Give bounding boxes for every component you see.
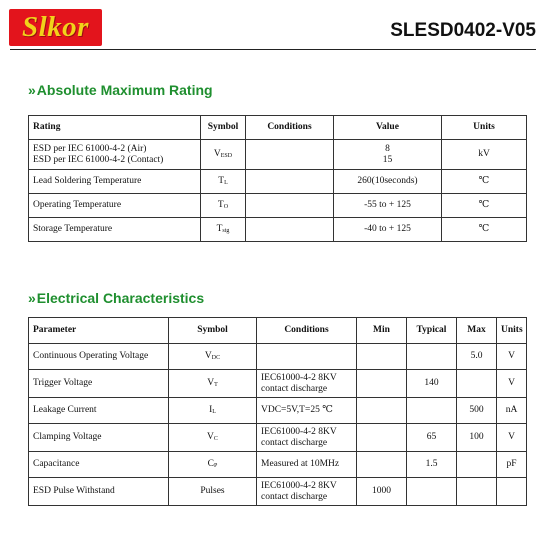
min-cell: 1000 bbox=[357, 478, 407, 506]
col-header-max: Max bbox=[457, 318, 497, 344]
col-header-conditions: Conditions bbox=[257, 318, 357, 344]
brand-logo-text: Slkor bbox=[22, 11, 89, 43]
typical-cell: 1.5 bbox=[407, 452, 457, 478]
units-cell: ℃ bbox=[442, 218, 527, 242]
symbol-text: V bbox=[213, 149, 221, 159]
symbol-subscript: L bbox=[224, 180, 228, 186]
symbol-text: Pulses bbox=[200, 486, 225, 496]
table-row bbox=[29, 452, 527, 478]
conditions-text: contact discharge bbox=[261, 383, 328, 394]
parameter-cell: ESD Pulse Withstand bbox=[29, 478, 169, 506]
parameter-cell: Continuous Operating Voltage bbox=[29, 344, 169, 370]
symbol-text: V bbox=[207, 432, 214, 442]
table-row bbox=[29, 170, 527, 194]
table-header-row bbox=[29, 116, 527, 140]
parameter-cell: Clamping Voltage bbox=[29, 424, 169, 452]
table-row bbox=[29, 140, 527, 170]
min-cell bbox=[357, 424, 407, 452]
table-header-row bbox=[29, 318, 527, 344]
units-cell: kV bbox=[442, 140, 527, 170]
symbol-cell bbox=[169, 452, 257, 478]
units-cell: V bbox=[497, 344, 527, 370]
value-text: 15 bbox=[382, 154, 393, 165]
conditions-text: Measured at 10MHz bbox=[261, 459, 340, 469]
value-cell bbox=[334, 140, 442, 170]
typical-cell bbox=[407, 344, 457, 370]
rating-cell: Operating Temperature bbox=[29, 194, 201, 218]
units-cell: ℃ bbox=[442, 194, 527, 218]
absolute-max-rating-table bbox=[28, 115, 527, 242]
table-row bbox=[29, 370, 527, 398]
symbol-text: I bbox=[209, 405, 213, 415]
col-header-min: Min bbox=[357, 318, 407, 344]
max-cell bbox=[457, 452, 497, 478]
conditions-text: IEC61000-4-2 8KV bbox=[261, 372, 337, 383]
section-title-ec-text: Electrical Characteristics bbox=[36, 290, 205, 306]
parameter-cell: Trigger Voltage bbox=[29, 370, 169, 398]
conditions-cell bbox=[257, 452, 357, 478]
col-header-parameter: Parameter bbox=[29, 318, 169, 344]
section-title-amr-text: Absolute Maximum Rating bbox=[36, 82, 213, 98]
symbol-subscript: L bbox=[212, 409, 216, 415]
symbol-text: T bbox=[218, 176, 225, 186]
col-header-value: Value bbox=[334, 116, 442, 140]
value-cell: -55 to + 125 bbox=[334, 194, 442, 218]
max-cell: 5.0 bbox=[457, 344, 497, 370]
conditions-text: VDC=5V,T=25 ℃ bbox=[261, 405, 333, 415]
conditions-cell bbox=[257, 398, 357, 424]
typical-cell: 65 bbox=[407, 424, 457, 452]
brand-logo bbox=[9, 9, 102, 46]
symbol-cell bbox=[201, 194, 246, 218]
rating-cell: Storage Temperature bbox=[29, 218, 201, 242]
symbol-subscript: ESD bbox=[220, 153, 233, 159]
symbol-text: T bbox=[217, 200, 224, 210]
min-cell bbox=[357, 370, 407, 398]
table-row bbox=[29, 398, 527, 424]
symbol-cell bbox=[169, 478, 257, 506]
min-cell bbox=[357, 452, 407, 478]
col-header-units: Units bbox=[442, 116, 527, 140]
col-header-conditions: Conditions bbox=[246, 116, 334, 140]
electrical-characteristics-table bbox=[28, 317, 527, 506]
section-title-amr bbox=[28, 82, 213, 98]
conditions-cell bbox=[257, 424, 357, 452]
conditions-text: contact discharge bbox=[261, 437, 328, 448]
min-cell bbox=[357, 398, 407, 424]
symbol-subscript: O bbox=[223, 204, 229, 210]
rating-text: ESD per IEC 61000-4-2 (Air) bbox=[33, 143, 147, 154]
value-cell: -40 to + 125 bbox=[334, 218, 442, 242]
section-marker: » bbox=[28, 290, 36, 306]
symbol-cell bbox=[201, 140, 246, 170]
conditions-cell bbox=[257, 344, 357, 370]
value-cell: 260(10seconds) bbox=[334, 170, 442, 194]
symbol-cell bbox=[169, 424, 257, 452]
symbol-subscript: DC bbox=[211, 355, 221, 361]
conditions-cell bbox=[246, 218, 334, 242]
symbol-subscript: P bbox=[214, 463, 218, 469]
symbol-subscript: stg bbox=[222, 228, 230, 234]
rating-cell bbox=[29, 140, 201, 170]
table-row bbox=[29, 194, 527, 218]
symbol-cell bbox=[201, 170, 246, 194]
rating-cell: Lead Soldering Temperature bbox=[29, 170, 201, 194]
units-cell: V bbox=[497, 424, 527, 452]
conditions-cell bbox=[257, 370, 357, 398]
symbol-text: V bbox=[204, 351, 212, 361]
symbol-text: C bbox=[207, 459, 214, 469]
conditions-cell bbox=[246, 194, 334, 218]
parameter-cell: Leakage Current bbox=[29, 398, 169, 424]
symbol-text: V bbox=[207, 378, 215, 388]
symbol-subscript: T bbox=[214, 382, 218, 388]
symbol-cell bbox=[169, 344, 257, 370]
table-row bbox=[29, 344, 527, 370]
conditions-cell bbox=[257, 478, 357, 506]
symbol-subscript: C bbox=[213, 436, 218, 442]
units-cell: nA bbox=[497, 398, 527, 424]
col-header-symbol: Symbol bbox=[169, 318, 257, 344]
header-divider bbox=[10, 49, 536, 50]
symbol-cell bbox=[169, 370, 257, 398]
max-cell: 100 bbox=[457, 424, 497, 452]
units-cell bbox=[497, 478, 527, 506]
symbol-cell bbox=[169, 398, 257, 424]
section-marker: » bbox=[28, 82, 36, 98]
table-row bbox=[29, 218, 527, 242]
conditions-cell bbox=[246, 140, 334, 170]
table-row bbox=[29, 478, 527, 506]
rating-text: ESD per IEC 61000-4-2 (Contact) bbox=[33, 154, 164, 165]
section-title-ec bbox=[28, 290, 204, 306]
min-cell bbox=[357, 344, 407, 370]
symbol-text: T bbox=[216, 224, 223, 234]
table-row bbox=[29, 424, 527, 452]
col-header-rating: Rating bbox=[29, 116, 201, 140]
conditions-text: IEC61000-4-2 8KV bbox=[261, 426, 337, 437]
units-cell: ℃ bbox=[442, 170, 527, 194]
typical-cell bbox=[407, 478, 457, 506]
col-header-symbol: Symbol bbox=[201, 116, 246, 140]
parameter-cell: Capacitance bbox=[29, 452, 169, 478]
col-header-typical: Typical bbox=[407, 318, 457, 344]
units-cell: pF bbox=[497, 452, 527, 478]
max-cell bbox=[457, 370, 497, 398]
conditions-text: IEC61000-4-2 8KV bbox=[261, 480, 337, 491]
typical-cell: 140 bbox=[407, 370, 457, 398]
max-cell bbox=[457, 478, 497, 506]
col-header-units: Units bbox=[497, 318, 527, 344]
value-text: 8 bbox=[385, 143, 390, 154]
conditions-text: contact discharge bbox=[261, 491, 328, 502]
typical-cell bbox=[407, 398, 457, 424]
symbol-cell bbox=[201, 218, 246, 242]
conditions-cell bbox=[246, 170, 334, 194]
max-cell: 500 bbox=[457, 398, 497, 424]
part-number: SLESD0402-V05 bbox=[390, 20, 536, 41]
units-cell: V bbox=[497, 370, 527, 398]
